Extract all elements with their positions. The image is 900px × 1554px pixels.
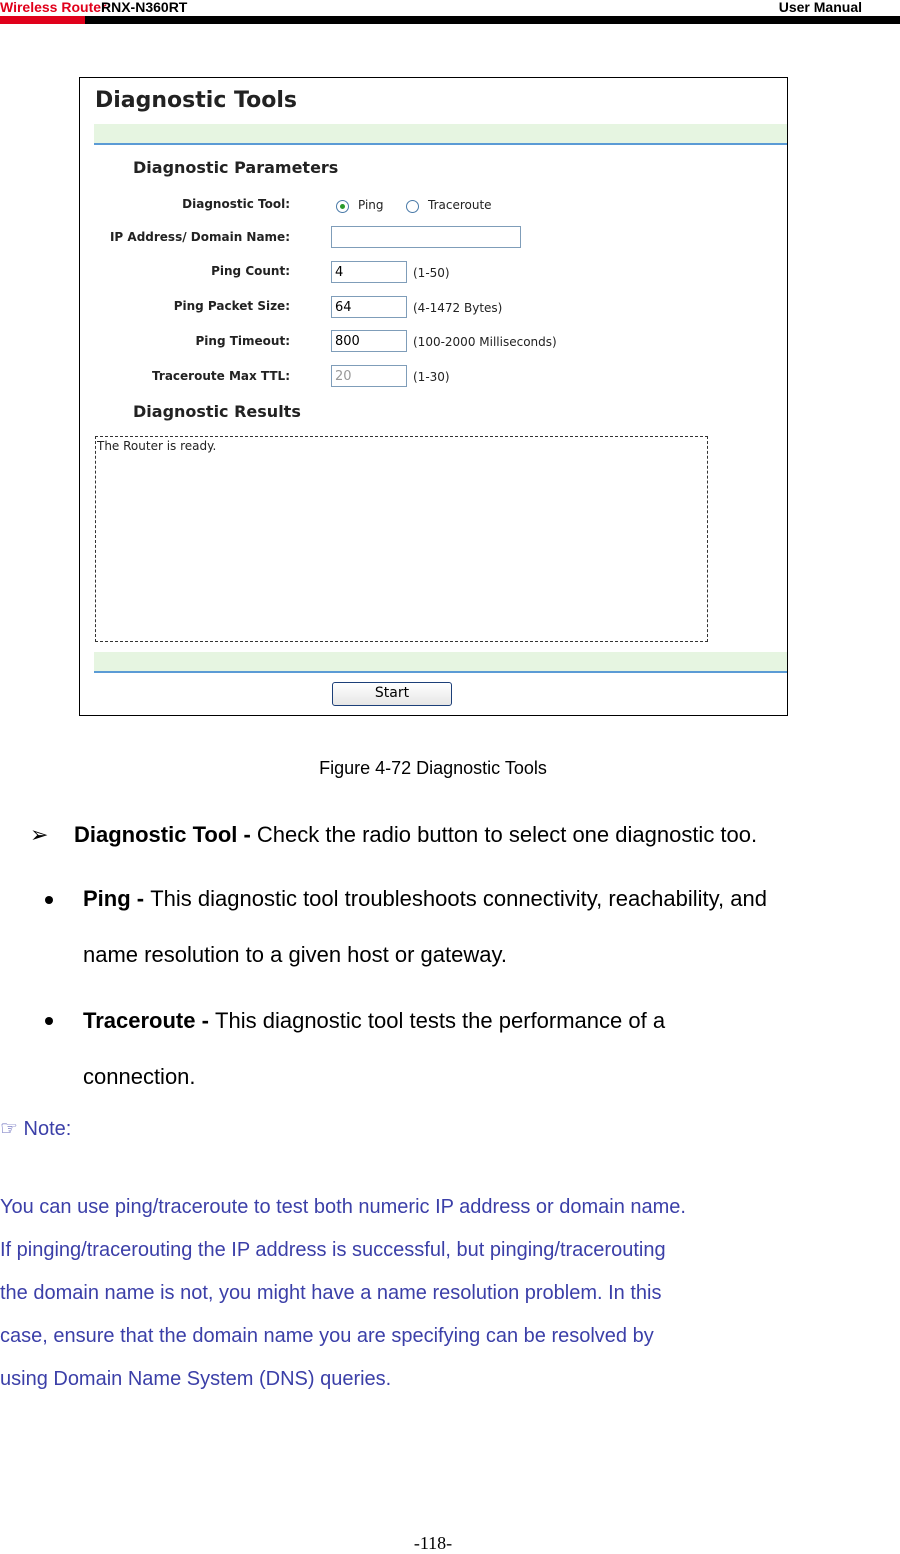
note-line: using Domain Name System (DNS) queries. <box>0 1368 392 1390</box>
timeout-hint: (100-2000 Milliseconds) <box>413 335 557 349</box>
ping-radio[interactable] <box>336 200 349 213</box>
bullet-dot-icon <box>45 896 53 904</box>
traceroute-radio-label: Traceroute <box>428 198 492 212</box>
traceroute-item <box>83 1008 665 1034</box>
screenshot-title: Diagnostic Tools <box>95 88 297 113</box>
header-brand: Wireless Router <box>0 0 107 15</box>
pointing-hand-icon: ☞ <box>0 1118 18 1140</box>
ping-count-input[interactable]: 4 <box>331 261 407 283</box>
header-red-bar <box>0 16 85 24</box>
timeout-label: Ping Timeout: <box>195 334 290 348</box>
diagnostic-tool-text: Check the radio button to select one diagnostic too. <box>256 822 758 847</box>
header-manual-label: User Manual <box>778 0 862 15</box>
start-button[interactable]: Start <box>332 682 452 706</box>
traceroute-title: Traceroute - <box>83 1008 216 1033</box>
tool-label: Diagnostic Tool: <box>182 197 290 211</box>
ttl-hint: (1-30) <box>413 370 450 384</box>
note-line: If pinging/tracerouting the IP address is successful, but pinging/tracerouting <box>0 1239 666 1261</box>
ping-title: Ping - <box>83 886 151 911</box>
packet-size-label: Ping Packet Size: <box>173 299 290 313</box>
results-text: The Router is ready. <box>97 439 217 453</box>
ip-domain-input[interactable] <box>331 226 521 248</box>
ttl-input[interactable]: 20 <box>331 365 407 387</box>
footer-divider <box>94 671 787 673</box>
results-box <box>95 436 708 642</box>
note-line: the domain name is not, you might have a name resolution problem. In this <box>0 1282 662 1304</box>
title-band <box>94 124 787 144</box>
ping-radio-label: Ping <box>358 198 384 212</box>
ip-label: IP Address/ Domain Name: <box>109 230 290 244</box>
bullet-dot-icon <box>45 1017 53 1025</box>
footer-band <box>94 652 787 672</box>
packet-size-hint: (4-1472 Bytes) <box>413 301 503 315</box>
packet-size-input[interactable]: 64 <box>331 296 407 318</box>
note-label: Note: <box>23 1118 72 1140</box>
note-body <box>0 1186 880 1401</box>
ping-text-2: name resolution to a given host or gateway. <box>83 942 507 967</box>
title-divider <box>94 143 787 145</box>
page-header <box>0 0 900 26</box>
note-line: case, ensure that the domain name you are specifying can be resolved by <box>0 1325 654 1347</box>
ping-count-hint: (1-50) <box>413 266 450 280</box>
ping-item <box>83 886 767 912</box>
note-heading <box>0 1116 71 1141</box>
arrow-bullet-icon: ➢ <box>30 822 49 847</box>
results-heading: Diagnostic Results <box>133 402 301 421</box>
header-model: RNX-N360RT <box>101 0 188 15</box>
diagnostic-tool-item <box>74 822 757 848</box>
traceroute-text-1: This diagnostic tool tests the performance of a <box>215 1008 666 1033</box>
traceroute-radio[interactable] <box>406 200 419 213</box>
timeout-input[interactable]: 800 <box>331 330 407 352</box>
figure-caption: Figure 4-72 Diagnostic Tools <box>319 758 547 778</box>
params-heading: Diagnostic Parameters <box>133 158 339 177</box>
ping-text-1: This diagnostic tool troubleshoots connectivity, reachability, and <box>150 886 767 911</box>
diagnostic-tool-title: Diagnostic Tool - <box>74 822 257 847</box>
ttl-label: Traceroute Max TTL: <box>152 369 290 383</box>
header-black-bar <box>85 16 900 24</box>
page-number: -118- <box>413 1533 453 1553</box>
ping-count-label: Ping Count: <box>211 264 290 278</box>
note-line: You can use ping/traceroute to test both numeric IP address or domain name. <box>0 1196 686 1218</box>
traceroute-text-2: connection. <box>83 1064 196 1089</box>
diagnostic-tools-screenshot <box>79 77 788 716</box>
